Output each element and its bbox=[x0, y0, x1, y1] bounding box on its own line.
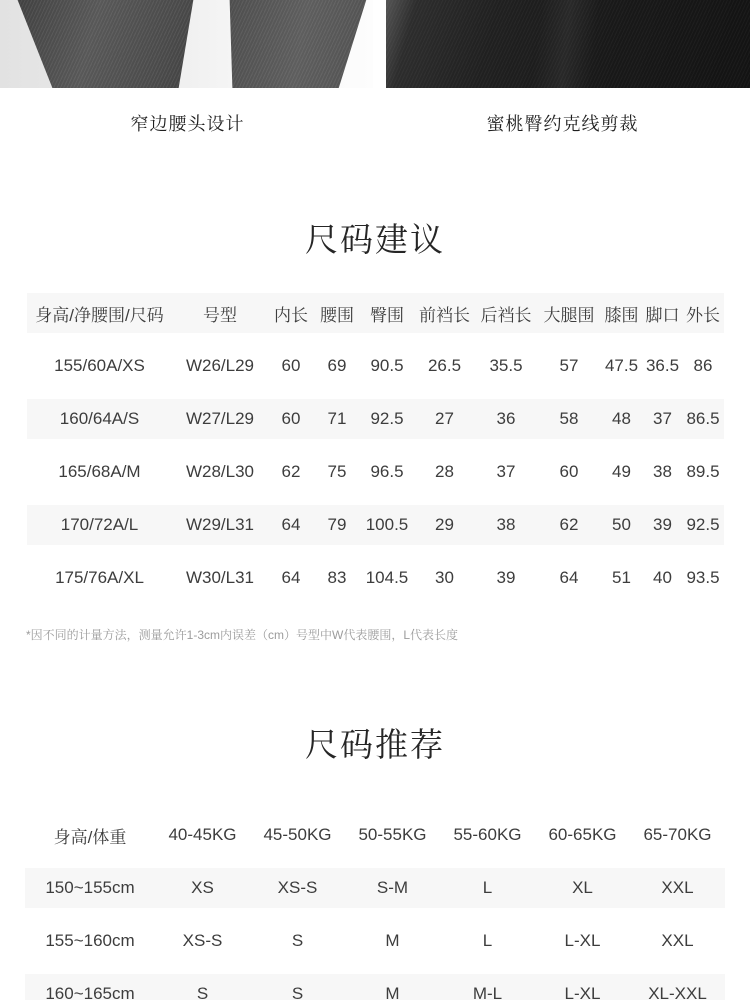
cell: 30 bbox=[435, 568, 454, 587]
jeans-leg-right bbox=[225, 0, 373, 88]
table-row bbox=[25, 868, 725, 908]
cell: XXL bbox=[661, 931, 694, 950]
column-header: 臀围 bbox=[370, 305, 404, 325]
table-row bbox=[27, 505, 724, 545]
size-recommend-title: 尺码推荐 bbox=[305, 726, 445, 763]
photo-waistband-detail bbox=[0, 0, 373, 88]
cell: 90.5 bbox=[370, 356, 404, 375]
column-header: 前裆长 bbox=[419, 305, 470, 325]
column-header: 号型 bbox=[203, 305, 237, 325]
row-label: 170/72A/L bbox=[60, 515, 139, 534]
cell: 35.5 bbox=[489, 356, 523, 375]
cell: W26/L29 bbox=[185, 356, 255, 375]
cell: M-L bbox=[472, 984, 503, 1000]
row-label: 160~165cm bbox=[45, 984, 135, 1000]
cell: 49 bbox=[612, 462, 631, 481]
cell: 75 bbox=[327, 462, 347, 481]
cell: 64 bbox=[281, 515, 301, 534]
cell: 92.5 bbox=[370, 409, 404, 428]
photo-divider bbox=[373, 0, 386, 88]
cell: 28 bbox=[435, 462, 454, 481]
cell: L-XL bbox=[564, 984, 601, 1000]
column-header: 40-45KG bbox=[168, 825, 237, 844]
cell: 51 bbox=[612, 568, 631, 587]
cell: W30/L31 bbox=[185, 568, 255, 587]
cell: 57 bbox=[559, 356, 579, 375]
cell: 38 bbox=[653, 462, 672, 481]
cell: M bbox=[385, 984, 400, 1000]
size-advice-title: 尺码建议 bbox=[305, 221, 445, 258]
row-label: 175/76A/XL bbox=[55, 568, 144, 587]
denim-fold-highlight bbox=[530, 0, 601, 88]
row-label: 155/60A/XS bbox=[54, 356, 145, 375]
cell: 86 bbox=[693, 356, 713, 375]
cell: 39 bbox=[653, 515, 672, 534]
cell: 64 bbox=[559, 568, 579, 587]
cell: W29/L31 bbox=[185, 515, 255, 534]
cell: L bbox=[482, 878, 493, 897]
cell: 58 bbox=[559, 409, 579, 428]
product-gallery bbox=[0, 0, 750, 88]
cell: XS-S bbox=[182, 931, 223, 950]
cell: XS-S bbox=[277, 878, 318, 897]
measurement-note: *因不同的计量方法，测量允许1-3cm内误差（cm）号型中W代表腰围，L代表长度 bbox=[26, 628, 459, 642]
cell: S-M bbox=[376, 878, 409, 897]
cell: 79 bbox=[327, 515, 347, 534]
cell: 69 bbox=[327, 356, 347, 375]
cell: 93.5 bbox=[686, 568, 720, 587]
table-row bbox=[27, 399, 724, 439]
cell: W27/L29 bbox=[185, 409, 255, 428]
cell: 36 bbox=[496, 409, 516, 428]
table-row bbox=[27, 558, 724, 598]
column-header: 膝围 bbox=[604, 305, 639, 325]
row-label: 160/64A/S bbox=[59, 409, 140, 428]
header-row bbox=[25, 815, 725, 855]
cell: M bbox=[385, 931, 400, 950]
cell: 60 bbox=[281, 356, 301, 375]
photo-captions bbox=[0, 88, 750, 158]
caption-yoke: 蜜桃臀约克线剪裁 bbox=[486, 114, 639, 134]
cell: 38 bbox=[496, 515, 516, 534]
cell: 50 bbox=[612, 515, 631, 534]
cell: 48 bbox=[612, 409, 631, 428]
column-header: 脚口 bbox=[645, 305, 680, 325]
cell: 37 bbox=[653, 409, 672, 428]
table-row bbox=[27, 452, 724, 492]
cell: S bbox=[196, 984, 209, 1000]
cell: 60 bbox=[559, 462, 579, 481]
cell: 29 bbox=[435, 515, 454, 534]
cell: XXL bbox=[661, 878, 694, 897]
cell: 64 bbox=[281, 568, 301, 587]
cell: XL-XXL bbox=[648, 984, 707, 1000]
cell: 60 bbox=[281, 409, 301, 428]
column-header: 60-65KG bbox=[548, 825, 617, 844]
cell: 37 bbox=[496, 462, 516, 481]
cell: 27 bbox=[435, 409, 454, 428]
row-label: 165/68A/M bbox=[58, 462, 141, 481]
column-header: 后裆长 bbox=[480, 305, 532, 325]
cell: 71 bbox=[327, 409, 347, 428]
column-header: 身高/净腰围/尺码 bbox=[35, 305, 164, 325]
cell: 104.5 bbox=[365, 568, 409, 587]
column-header: 大腿围 bbox=[543, 305, 595, 325]
size-advice-table bbox=[27, 280, 724, 611]
cell: 89.5 bbox=[686, 462, 720, 481]
cell: L-XL bbox=[564, 931, 601, 950]
column-header: 身高/体重 bbox=[53, 827, 127, 847]
table-row bbox=[25, 974, 725, 1000]
cell: XS bbox=[191, 878, 214, 897]
column-header: 腰围 bbox=[320, 305, 354, 325]
row-label: 150~155cm bbox=[45, 878, 135, 897]
table-row bbox=[25, 921, 725, 961]
jeans-leg-left bbox=[0, 0, 200, 88]
cell: W28/L30 bbox=[185, 462, 255, 481]
cell: 62 bbox=[559, 515, 579, 534]
cell: 62 bbox=[281, 462, 301, 481]
column-header: 外长 bbox=[686, 305, 720, 325]
cell: 39 bbox=[496, 568, 516, 587]
cell: 100.5 bbox=[365, 515, 409, 534]
cell: L bbox=[482, 931, 493, 950]
column-header: 45-50KG bbox=[263, 825, 332, 844]
cell: 83 bbox=[327, 568, 347, 587]
column-header: 65-70KG bbox=[643, 825, 712, 844]
cell: 47.5 bbox=[604, 356, 639, 375]
column-header: 内长 bbox=[274, 305, 308, 325]
table-row bbox=[27, 346, 724, 386]
cell: 40 bbox=[653, 568, 672, 587]
cell: 96.5 bbox=[370, 462, 404, 481]
cell: 92.5 bbox=[686, 515, 720, 534]
cell: S bbox=[291, 984, 304, 1000]
header-row bbox=[27, 293, 724, 333]
row-label: 155~160cm bbox=[45, 931, 135, 950]
column-header: 50-55KG bbox=[358, 825, 427, 844]
cell: 26.5 bbox=[427, 356, 462, 375]
caption-waistband: 窄边腰头设计 bbox=[130, 114, 245, 134]
cell: XL bbox=[572, 878, 593, 897]
size-recommend-table bbox=[25, 802, 725, 1000]
cell: S bbox=[291, 931, 304, 950]
photo-back-yoke-detail bbox=[386, 0, 750, 88]
column-header: 55-60KG bbox=[453, 825, 522, 844]
cell: 36.5 bbox=[645, 356, 680, 375]
cell: 86.5 bbox=[686, 409, 720, 428]
